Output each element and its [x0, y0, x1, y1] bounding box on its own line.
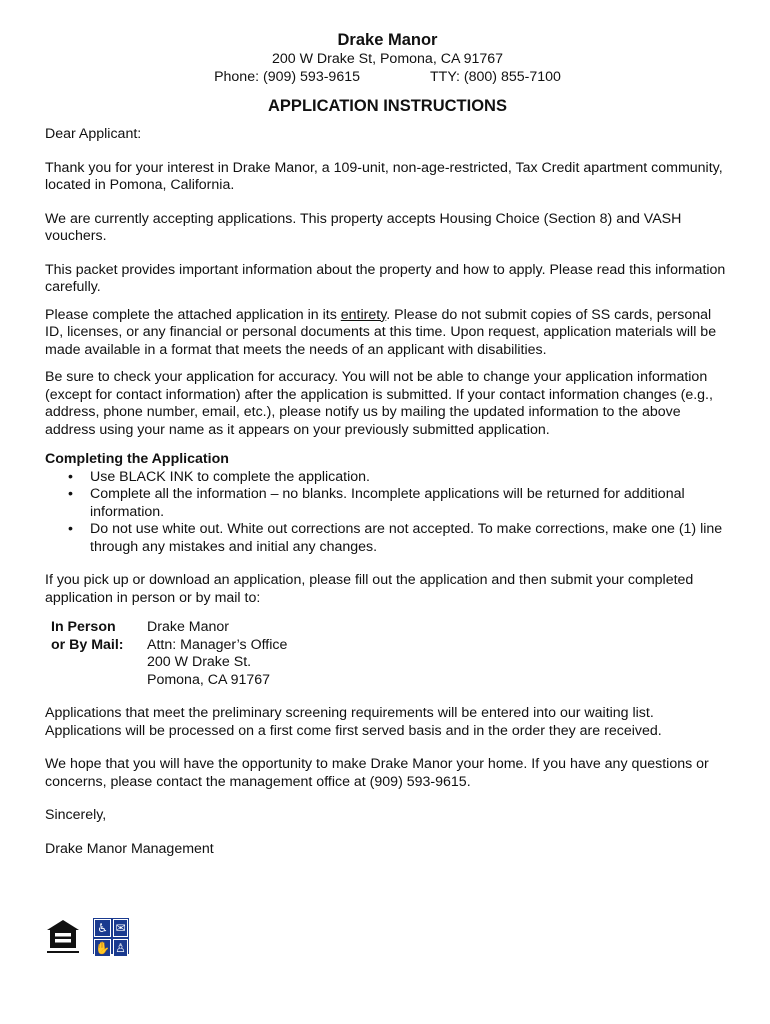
- logo-row: [45, 918, 129, 956]
- sign-language-icon: ✋: [95, 941, 110, 955]
- document-page: [45, 30, 730, 858]
- paragraph-waiting-list: Applications that meet the preliminary screening requirements will be entered into our waiting list. Applications will be processed on a first come first served basis and in the order they are received.: [45, 705, 662, 739]
- list-item: • Complete all the information – no blanks. Incomplete applications will be returned for additional information.: [90, 486, 730, 521]
- salutation: Dear Applicant:: [45, 126, 142, 142]
- paragraph-accepting: We are currently accepting applications. This property accepts Housing Choice (Section 8) and VASH vouchers.: [45, 210, 682, 244]
- list-item: • Use BLACK INK to complete the application.: [90, 469, 730, 487]
- property-name: Drake Manor: [337, 31, 438, 49]
- paragraph-packet: This packet provides important information about the property and how to apply. Please read this information carefully.: [45, 261, 726, 295]
- phone-number: Phone: (909) 593-9615: [214, 69, 360, 85]
- tty-number: TTY: (800) 855-7100: [430, 69, 561, 85]
- mailing-address: Drake Manor Attn: Manager’s Office 200 W Drake St. Pomona, CA 91767: [147, 619, 288, 688]
- walking-icon: ♙: [113, 939, 128, 957]
- section-heading-completing: Completing the Application: [45, 451, 229, 467]
- equal-housing-opportunity-icon: [45, 918, 81, 956]
- paragraph-submit: If you pick up or download an application, please fill out the application and then submit your completed application in person or by mail to:: [45, 572, 694, 606]
- paragraph-contact: We hope that you will have the opportunity to make Drake Manor your home. If you have any questions or concerns, please contact the management office at (909) 593-9615.: [45, 756, 709, 790]
- list-item: • Do not use white out. White out corrections are not accepted. To make corrections, make one (1) line through any mistakes and initial any changes.: [90, 521, 730, 556]
- paragraph-accuracy: Be sure to check your application for accuracy. You will not be able to change your application information (except for contact information) after the application is submitted. If your contact information changes (e.g., address, phone number, email, etc.), please notify us by mailing the updated information to the above address using your name as it appears on your previously submitted application.: [45, 369, 713, 438]
- underlined-word: entirety: [340, 306, 387, 323]
- contact-line: [45, 68, 730, 86]
- mailing-label: In Person or By Mail:: [51, 619, 124, 653]
- signature: Drake Manor Management: [45, 840, 214, 857]
- paragraph-complete: Please complete the attached application in its entirety. Please do not submit copies of SS cards, personal ID, licenses, or any financial or personal documents at this time. Upon request, application materials will be made available in a format that meets the needs of an applicant with disabilities.: [45, 306, 717, 358]
- mailing-address-block: [51, 619, 730, 689]
- wheelchair-icon: ♿: [94, 919, 111, 937]
- speech-icon: ✉: [113, 919, 128, 937]
- accessibility-icon: [93, 918, 129, 954]
- paragraph-intro: Thank you for your interest in Drake Manor, a 109-unit, non-age-restricted, Tax Credit apartment community, located in Pomona, California.: [45, 159, 723, 193]
- closing: Sincerely,: [45, 807, 107, 823]
- instruction-list: [45, 469, 730, 557]
- page-title: APPLICATION INSTRUCTIONS: [268, 97, 507, 115]
- property-address: 200 W Drake St, Pomona, CA 91767: [271, 51, 504, 67]
